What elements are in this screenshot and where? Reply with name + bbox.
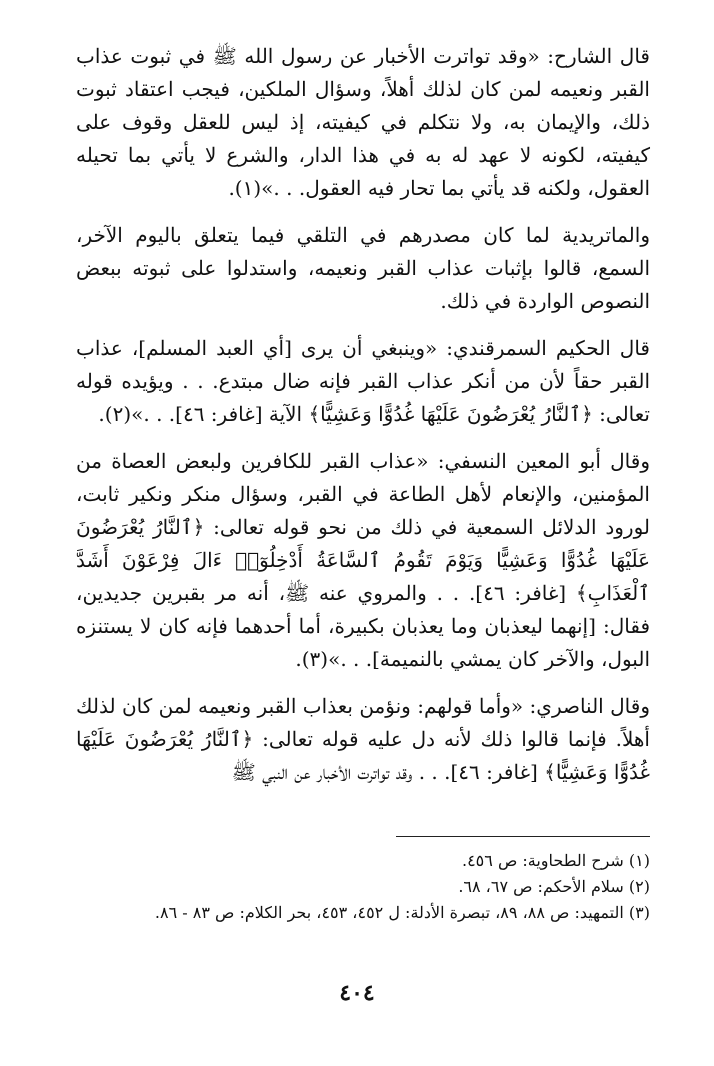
paragraph-samarqandi-quote: قال الحكيم السمرقندي: «وينبغي أن يرى [أي العبد المسلم]، عذاب القبر حقاً لأن من أنكر عذاب القبر فإنه ضال مبتدع. . . ويؤيده قوله تعالى: ﴿ٱلنَّارُ يُعْرَضُونَ عَلَيْهَا غُدُوًّا وَعَشِيًّا﴾ الآية [غافر: ٤٦]. . .»(٢). (76, 336, 650, 426)
paragraph-nasiri-quote: وقال الناصري: «وأما قولهم: ونؤمن بعذاب القبر ونعيمه لمن كان لذلك أهلاً. فإنما قالوا ذلك لأنه دل عليه قوله تعالى: ﴿ٱلنَّارُ يُعْرَضُونَ عَلَيْهَا غُدُوًّا وَعَشِيًّا﴾ [غافر: ٤٦]. . . وقد تواترت الأخبار عن النبي ﷺ (76, 694, 650, 784)
footnote-2: (٢) سلام الأحكم: ص ٦٧، ٦٨. (458, 877, 650, 896)
footnotes (76, 848, 650, 926)
footnote-divider (396, 836, 650, 837)
page-number: ٤٠٤ (339, 980, 375, 1006)
footnote-1: (١) شرح الطحاوية: ص ٤٥٦. (461, 851, 650, 870)
paragraph-sharh-quote: قال الشارح: «وقد تواترت الأخبار عن رسول الله ﷺ في ثبوت عذاب القبر ونعيمه لمن كان لذلك أهلاً، وسؤال الملكين، فيجب اعتقاد ثبوت ذلك، والإيمان به، ولا نتكلم في كيفيته، إذ ليس للعقل وقوف على كيفيته، لكونه لا عهد له به في هذا الدار، والشرع لا يأتي بما تحيله العقول، ولكنه قد يأتي بما تحار فيه العقول. . .»(١). (76, 44, 650, 200)
paragraph-nasafi-quote: وقال أبو المعين النسفي: «عذاب القبر للكافرين ولبعض العصاة من المؤمنين، والإنعام لأهل الطاعة في القبر، وسؤال منكر ونكير ثابت، لورود الدلائل السمعية في ذلك من نحو قوله تعالى: ﴿ٱلنَّارُ يُعْرَضُونَ عَلَيْهَا غُدُوًّا وَعَشِيًّا وَيَوْمَ تَقُومُ ٱلسَّاعَةُ أَدْخِلُوٓا۟ ءَالَ فِرْعَوْنَ أَشَدَّ ٱلْعَذَابِ﴾ [غافر: ٤٦]. . . والمروي عنه ﷺ، أنه مر بقبرين جديدين، فقال: [إنهما ليعذبان وما يعذبان بكبيرة، أما أحدهما فإنه كان لا يستنزه البول، والآخر كان يمشي بالنميمة]. . .»(٣). (76, 449, 650, 671)
page-body (76, 40, 650, 789)
paragraph-maturidiyya: والماتريدية لما كان مصدرهم في التلقي فيما يتعلق باليوم الآخر، السمع، قالوا بإثبات عذاب القبر ونعيمه، واستدلوا على ثبوته ببعض النصوص الواردة في ذلك. (76, 223, 650, 313)
footnote-3: (٣) التمهيد: ص ٨٨، ٨٩، تبصرة الأدلة: ل ٤٥٢، ٤٥٣، بحر الكلام: ص ٨٣ - ٨٦. (154, 903, 650, 922)
